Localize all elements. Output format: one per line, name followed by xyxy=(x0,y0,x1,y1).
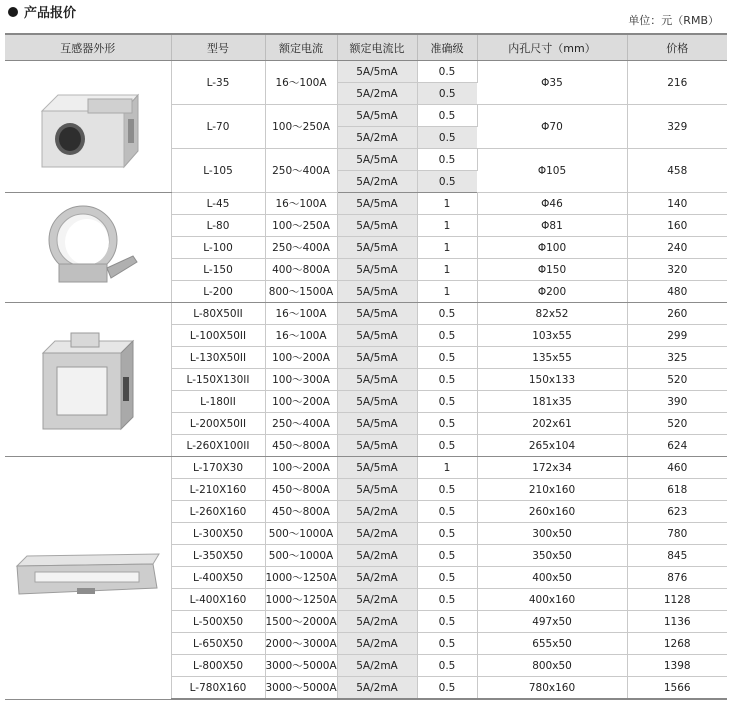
hole-size-cell: Φ81 xyxy=(477,215,627,237)
header-cell: 额定电流比 xyxy=(337,34,417,61)
accuracy-class-cell: 0.5 xyxy=(417,149,477,171)
price-cell: 240 xyxy=(627,237,727,259)
hole-size-cell: 103x55 xyxy=(477,325,627,347)
model-cell: L-100 xyxy=(171,237,265,259)
rated-current-cell: 3000～5000A xyxy=(265,677,337,700)
hole-size-cell: Φ200 xyxy=(477,281,627,303)
price-cell: 520 xyxy=(627,369,727,391)
hole-size-cell: 172x34 xyxy=(477,457,627,479)
rated-current-cell: 450～800A xyxy=(265,435,337,457)
price-cell: 1268 xyxy=(627,633,727,655)
model-cell: L-35 xyxy=(171,61,265,105)
current-ratio-cell: 5A/2mA xyxy=(337,545,417,567)
rated-current-cell: 3000～5000A xyxy=(265,655,337,677)
hole-size-cell: 82x52 xyxy=(477,303,627,325)
header-cell: 额定电流 xyxy=(265,34,337,61)
current-ratio-cell: 5A/5mA xyxy=(337,281,417,303)
price-cell: 480 xyxy=(627,281,727,303)
price-cell: 1566 xyxy=(627,677,727,700)
model-cell: L-100X50II xyxy=(171,325,265,347)
model-cell: L-70 xyxy=(171,105,265,149)
accuracy-class-cell: 0.5 xyxy=(417,61,477,83)
accuracy-class-cell: 0.5 xyxy=(417,347,477,369)
current-ratio-cell: 5A/5mA xyxy=(337,369,417,391)
price-cell: 458 xyxy=(627,149,727,193)
accuracy-class-cell: 0.5 xyxy=(417,567,477,589)
accuracy-class-cell: 0.5 xyxy=(417,677,477,700)
rated-current-cell: 250～400A xyxy=(265,237,337,259)
price-cell: 216 xyxy=(627,61,727,105)
price-cell: 1136 xyxy=(627,611,727,633)
current-ratio-cell: 5A/2mA xyxy=(337,523,417,545)
table-row xyxy=(5,457,727,479)
header-cell: 内孔尺寸（mm） xyxy=(477,34,627,61)
product-image-cell xyxy=(5,457,171,700)
price-cell: 876 xyxy=(627,567,727,589)
current-ratio-cell: 5A/5mA xyxy=(337,435,417,457)
hole-size-cell: 202x61 xyxy=(477,413,627,435)
model-cell: L-260X100II xyxy=(171,435,265,457)
accuracy-class-cell: 1 xyxy=(417,215,477,237)
hole-size-cell: 400x50 xyxy=(477,567,627,589)
hole-size-cell: Φ35 xyxy=(477,61,627,105)
table-row xyxy=(5,193,727,215)
price-cell: 325 xyxy=(627,347,727,369)
current-ratio-cell: 5A/5mA xyxy=(337,61,417,83)
current-ratio-cell: 5A/2mA xyxy=(337,127,417,149)
accuracy-class-cell: 1 xyxy=(417,193,477,215)
rated-current-cell: 800～1500A xyxy=(265,281,337,303)
model-cell: L-260X160 xyxy=(171,501,265,523)
model-cell: L-170X30 xyxy=(171,457,265,479)
rated-current-cell: 400～800A xyxy=(265,259,337,281)
current-ratio-cell: 5A/2mA xyxy=(337,501,417,523)
bullet-icon xyxy=(8,7,18,17)
accuracy-class-cell: 1 xyxy=(417,457,477,479)
model-cell: L-800X50 xyxy=(171,655,265,677)
rated-current-cell: 500～1000A xyxy=(265,523,337,545)
rated-current-cell: 100～300A xyxy=(265,369,337,391)
current-ratio-cell: 5A/2mA xyxy=(337,633,417,655)
model-cell: L-650X50 xyxy=(171,633,265,655)
accuracy-class-cell: 0.5 xyxy=(417,655,477,677)
current-ratio-cell: 5A/5mA xyxy=(337,325,417,347)
table-row xyxy=(5,61,727,83)
accuracy-class-cell: 0.5 xyxy=(417,127,477,149)
accuracy-class-cell: 0.5 xyxy=(417,545,477,567)
accuracy-class-cell: 0.5 xyxy=(417,391,477,413)
current-ratio-cell: 5A/5mA xyxy=(337,149,417,171)
model-cell: L-180II xyxy=(171,391,265,413)
model-cell: L-210X160 xyxy=(171,479,265,501)
model-cell: L-400X160 xyxy=(171,589,265,611)
current-ratio-cell: 5A/2mA xyxy=(337,589,417,611)
price-cell: 320 xyxy=(627,259,727,281)
header-cell: 价格 xyxy=(627,34,727,61)
accuracy-class-cell: 0.5 xyxy=(417,501,477,523)
accuracy-class-cell: 0.5 xyxy=(417,413,477,435)
rated-current-cell: 100～250A xyxy=(265,105,337,149)
accuracy-class-cell: 0.5 xyxy=(417,83,477,105)
rated-current-cell: 100～200A xyxy=(265,391,337,413)
current-ratio-cell: 5A/5mA xyxy=(337,259,417,281)
price-cell: 329 xyxy=(627,105,727,149)
current-ratio-cell: 5A/5mA xyxy=(337,457,417,479)
current-ratio-cell: 5A/5mA xyxy=(337,105,417,127)
price-cell: 140 xyxy=(627,193,727,215)
rated-current-cell: 100～200A xyxy=(265,347,337,369)
header-row xyxy=(5,34,727,61)
accuracy-class-cell: 0.5 xyxy=(417,633,477,655)
hole-size-cell: 181x35 xyxy=(477,391,627,413)
accuracy-class-cell: 0.5 xyxy=(417,523,477,545)
model-cell: L-150X130II xyxy=(171,369,265,391)
hole-size-cell: 150x133 xyxy=(477,369,627,391)
model-cell: L-500X50 xyxy=(171,611,265,633)
hole-size-cell: 800x50 xyxy=(477,655,627,677)
price-cell: 390 xyxy=(627,391,727,413)
hole-size-cell: Φ46 xyxy=(477,193,627,215)
price-cell: 160 xyxy=(627,215,727,237)
accuracy-class-cell: 0.5 xyxy=(417,303,477,325)
header-cell: 互感器外形 xyxy=(5,34,171,61)
rated-current-cell: 16～100A xyxy=(265,193,337,215)
header-cell: 型号 xyxy=(171,34,265,61)
accuracy-class-cell: 0.5 xyxy=(417,435,477,457)
price-cell: 624 xyxy=(627,435,727,457)
model-cell: L-300X50 xyxy=(171,523,265,545)
current-ratio-cell: 5A/5mA xyxy=(337,347,417,369)
accuracy-class-cell: 1 xyxy=(417,281,477,303)
current-ratio-cell: 5A/2mA xyxy=(337,83,417,105)
price-cell: 623 xyxy=(627,501,727,523)
header-cell: 准确级 xyxy=(417,34,477,61)
ring-transformer-image xyxy=(5,193,171,302)
hole-size-cell: 210x160 xyxy=(477,479,627,501)
section-title-text: 产品报价 xyxy=(24,6,77,21)
model-cell: L-350X50 xyxy=(171,545,265,567)
rated-current-cell: 16～100A xyxy=(265,303,337,325)
model-cell: L-150 xyxy=(171,259,265,281)
table-row xyxy=(5,303,727,325)
model-cell: L-45 xyxy=(171,193,265,215)
accuracy-class-cell: 0.5 xyxy=(417,479,477,501)
price-cell: 299 xyxy=(627,325,727,347)
rated-current-cell: 450～800A xyxy=(265,479,337,501)
hole-size-cell: 135x55 xyxy=(477,347,627,369)
current-ratio-cell: 5A/5mA xyxy=(337,303,417,325)
model-cell: L-780X160 xyxy=(171,677,265,700)
model-cell: L-200X50II xyxy=(171,413,265,435)
hole-size-cell: 265x104 xyxy=(477,435,627,457)
current-ratio-cell: 5A/2mA xyxy=(337,171,417,193)
price-cell: 845 xyxy=(627,545,727,567)
accuracy-class-cell: 0.5 xyxy=(417,171,477,193)
rectangular-transformer-image xyxy=(5,303,171,456)
model-cell: L-105 xyxy=(171,149,265,193)
model-cell: L-80 xyxy=(171,215,265,237)
price-cell: 260 xyxy=(627,303,727,325)
price-cell: 520 xyxy=(627,413,727,435)
section-title xyxy=(8,2,76,21)
hole-size-cell: 655x50 xyxy=(477,633,627,655)
price-cell: 1398 xyxy=(627,655,727,677)
current-ratio-cell: 5A/5mA xyxy=(337,215,417,237)
model-cell: L-200 xyxy=(171,281,265,303)
current-ratio-cell: 5A/2mA xyxy=(337,567,417,589)
hole-size-cell: 260x160 xyxy=(477,501,627,523)
current-ratio-cell: 5A/2mA xyxy=(337,655,417,677)
current-ratio-cell: 5A/5mA xyxy=(337,391,417,413)
rated-current-cell: 1500～2000A xyxy=(265,611,337,633)
current-ratio-cell: 5A/5mA xyxy=(337,479,417,501)
current-ratio-cell: 5A/5mA xyxy=(337,413,417,435)
product-image-cell xyxy=(5,61,171,193)
hole-size-cell: Φ100 xyxy=(477,237,627,259)
hole-size-cell: 497x50 xyxy=(477,611,627,633)
hole-size-cell: 400x160 xyxy=(477,589,627,611)
current-ratio-cell: 5A/2mA xyxy=(337,677,417,700)
price-table xyxy=(5,33,727,700)
current-ratio-cell: 5A/2mA xyxy=(337,611,417,633)
accuracy-class-cell: 1 xyxy=(417,237,477,259)
rated-current-cell: 100～200A xyxy=(265,457,337,479)
rated-current-cell: 2000～3000A xyxy=(265,633,337,655)
accuracy-class-cell: 0.5 xyxy=(417,325,477,347)
split-core-transformer-image xyxy=(5,61,171,192)
price-cell: 780 xyxy=(627,523,727,545)
hole-size-cell: Φ105 xyxy=(477,149,627,193)
current-ratio-cell: 5A/5mA xyxy=(337,237,417,259)
rated-current-cell: 250～400A xyxy=(265,149,337,193)
accuracy-class-cell: 0.5 xyxy=(417,611,477,633)
price-cell: 1128 xyxy=(627,589,727,611)
hole-size-cell: 780x160 xyxy=(477,677,627,700)
price-cell: 618 xyxy=(627,479,727,501)
model-cell: L-400X50 xyxy=(171,567,265,589)
rated-current-cell: 100～250A xyxy=(265,215,337,237)
rated-current-cell: 500～1000A xyxy=(265,545,337,567)
rated-current-cell: 16～100A xyxy=(265,325,337,347)
currency-unit: 单位：元（RMB） xyxy=(628,14,719,27)
hole-size-cell: Φ70 xyxy=(477,105,627,149)
hole-size-cell: 300x50 xyxy=(477,523,627,545)
product-image-cell xyxy=(5,193,171,303)
rated-current-cell: 1000～1250A xyxy=(265,567,337,589)
rated-current-cell: 450～800A xyxy=(265,501,337,523)
model-cell: L-130X50II xyxy=(171,347,265,369)
accuracy-class-cell: 0.5 xyxy=(417,589,477,611)
product-image-cell xyxy=(5,303,171,457)
accuracy-class-cell: 0.5 xyxy=(417,369,477,391)
accuracy-class-cell: 1 xyxy=(417,259,477,281)
current-ratio-cell: 5A/5mA xyxy=(337,193,417,215)
model-cell: L-80X50II xyxy=(171,303,265,325)
long-slot-transformer-image xyxy=(5,457,171,699)
hole-size-cell: Φ150 xyxy=(477,259,627,281)
rated-current-cell: 250～400A xyxy=(265,413,337,435)
accuracy-class-cell: 0.5 xyxy=(417,105,477,127)
rated-current-cell: 16～100A xyxy=(265,61,337,105)
hole-size-cell: 350x50 xyxy=(477,545,627,567)
price-cell: 460 xyxy=(627,457,727,479)
rated-current-cell: 1000～1250A xyxy=(265,589,337,611)
